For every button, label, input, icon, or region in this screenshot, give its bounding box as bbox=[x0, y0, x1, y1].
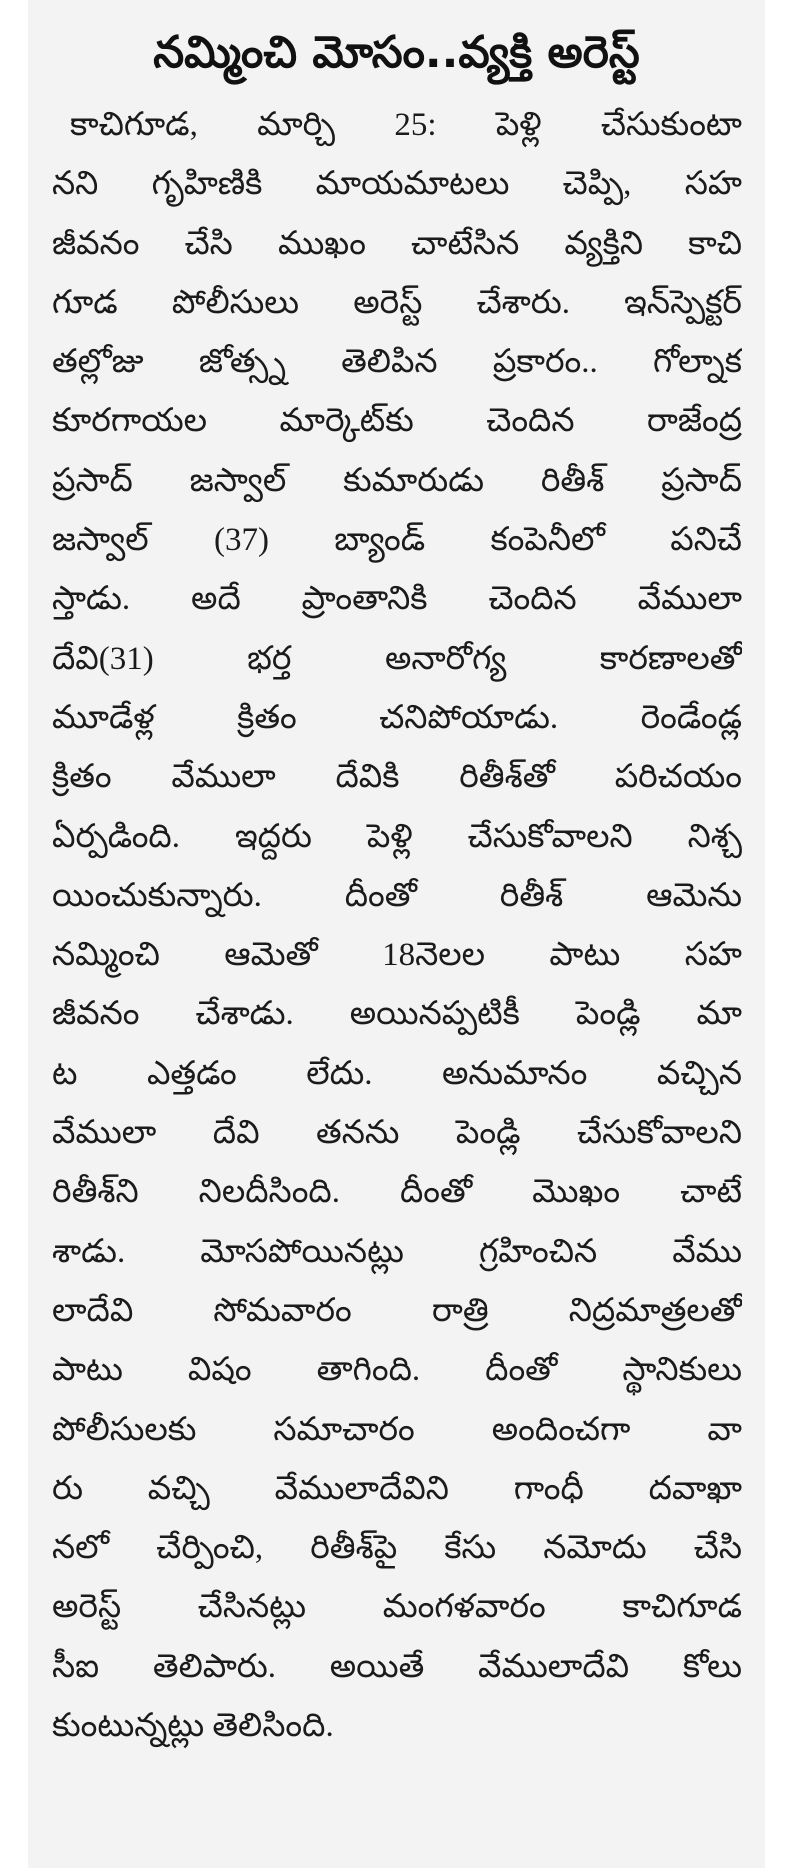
article-line: జీవనం చేశాడు. అయినప్పటికీ పెండ్లి మా bbox=[52, 996, 742, 1033]
article-line: అరెస్ట్ చేసినట్లు మంగళవారం కాచిగూడ bbox=[52, 1589, 742, 1626]
article-line: గూడ పోలీసులు అరెస్ట్ చేశారు. ఇన్‌స్పెక్టర్ bbox=[52, 284, 742, 321]
article-line: వేములా దేవి తనను పెండ్లి చేసుకోవాలని bbox=[52, 1115, 742, 1152]
article-line: జస్వాల్ (37) బ్యాండ్ కంపెనీలో పనిచే bbox=[52, 522, 742, 559]
article-line: స్తాడు. అదే ప్రాంతానికి చెందిన వేములా bbox=[52, 581, 742, 618]
article-line: ట ఎత్తడం లేదు. అనుమానం వచ్చిన bbox=[52, 1055, 742, 1092]
article-line: ప్రసాద్ జస్వాల్ కుమారుడు రితీశ్ ప్రసాద్ bbox=[52, 462, 742, 499]
article-line: శాడు. మోసపోయినట్లు గ్రహించిన వేము bbox=[52, 1233, 742, 1270]
article-line: నలో చేర్పించి, రితీశ్‌పై కేసు నమోదు చేసి bbox=[52, 1530, 742, 1567]
article-line: నమ్మించి ఆమెతో 18నెలల పాటు సహ bbox=[52, 937, 742, 974]
article-line: పాటు విషం తాగింది. దీంతో స్థానికులు bbox=[52, 1352, 742, 1389]
article-line: యించుకున్నారు. దీంతో రితీశ్ ఆమెను bbox=[52, 877, 742, 914]
article-body bbox=[52, 96, 742, 1756]
article-line: దేవి(31) భర్త అనారోగ్య కారణాలతో bbox=[52, 640, 742, 677]
article-line: మూడేళ్ల క్రితం చనిపోయాడు. రెండేండ్ల bbox=[52, 699, 742, 736]
article-line: నని గృహిణికి మాయమాటలు చెప్పి, సహ bbox=[52, 166, 742, 203]
article-line: సీఐ తెలిపారు. అయితే వేములాదేవి కోలు bbox=[52, 1648, 742, 1685]
article-line: లాదేవి సోమవారం రాత్రి నిద్రమాత్రలతో bbox=[52, 1292, 742, 1329]
article-line: తల్లోజు జోత్స్న తెలిపిన ప్రకారం.. గోల్నాక bbox=[52, 344, 742, 381]
newspaper-clipping bbox=[28, 0, 765, 1868]
article-line: రు వచ్చి వేములాదేవిని గాంధీ దవాఖా bbox=[52, 1470, 742, 1507]
article-line: ఏర్పడింది. ఇద్దరు పెళ్లి చేసుకోవాలని నిశ్చ bbox=[52, 818, 742, 855]
article-line: పోలీసులకు సమాచారం అందించగా వా bbox=[52, 1411, 742, 1448]
article-line: రితీశ్‌ని నిలదీసింది. దీంతో మొఖం చాటే bbox=[52, 1174, 742, 1211]
article-line: జీవనం చేసి ముఖం చాటేసిన వ్యక్తిని కాచి bbox=[52, 225, 742, 262]
article-line: కాచిగూడ, మార్చి 25: పెళ్లి చేసుకుంటా bbox=[70, 107, 742, 143]
article-line: కూరగాయల మార్కెట్‌కు చెందిన రాజేంద్ర bbox=[52, 403, 742, 440]
article-line: కుంటున్నట్లు తెలిసింది. bbox=[52, 1708, 334, 1745]
headline: నమ్మించి మోసం..వ్యక్తి అరెస్ట్ bbox=[153, 27, 640, 78]
article-line: క్రితం వేములా దేవికి రితీశ్‌తో పరిచయం bbox=[52, 759, 742, 796]
